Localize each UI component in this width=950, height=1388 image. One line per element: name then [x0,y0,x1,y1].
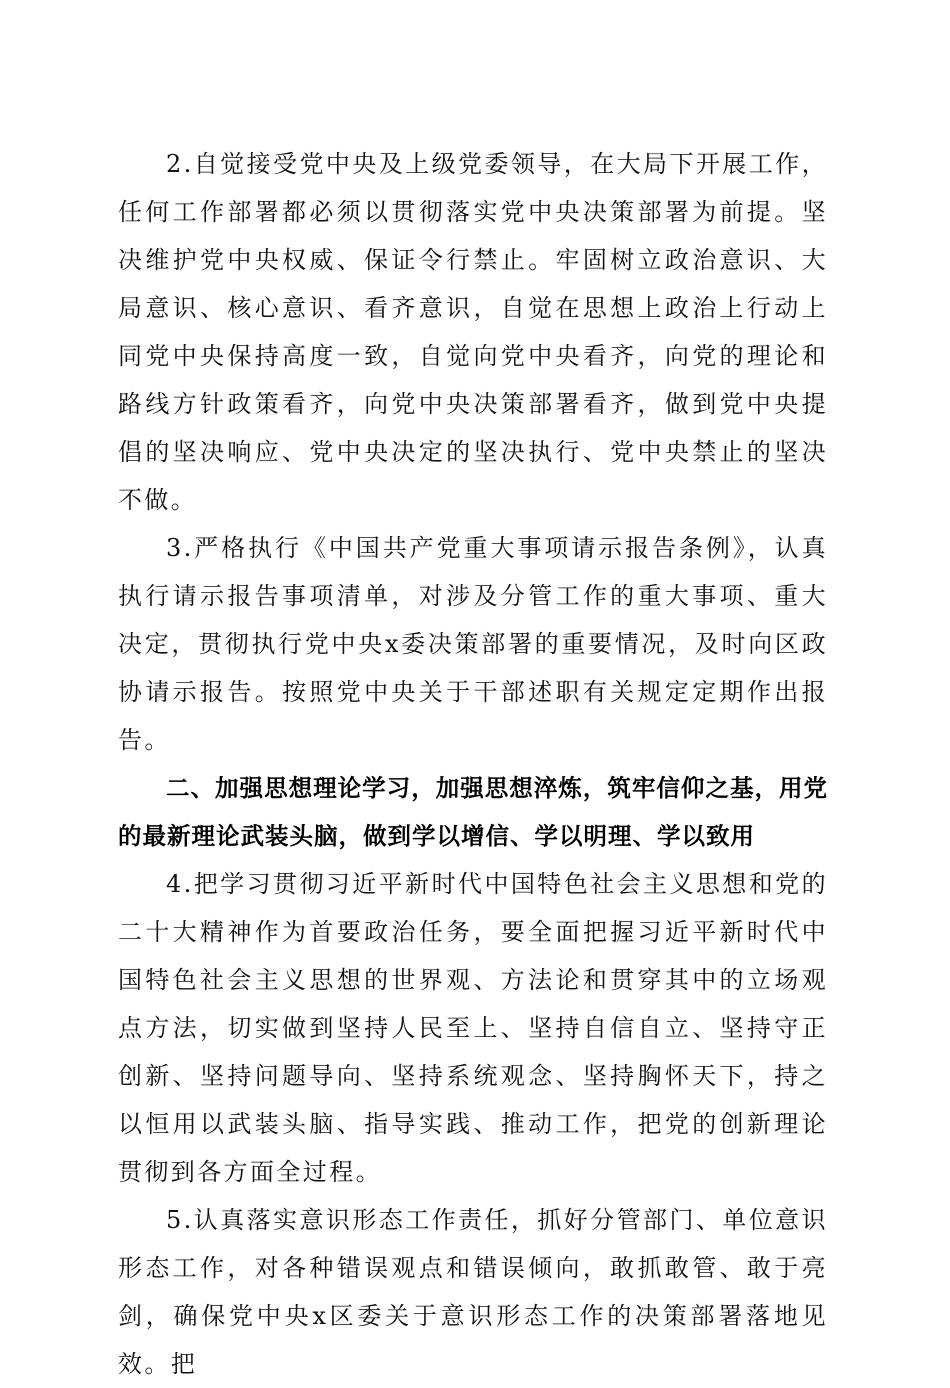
paragraph-item-4: 4.把学习贯彻习近平新时代中国特色社会主义思想和党的二十大精神作为首要政治任务，要全面把握习近平新时代中国特色社会主义思想的世界观、方法论和贯穿其中的立场观点方法，切实做到坚持人民至上、坚持自信自立、坚持守正创新、坚持问题导向、坚持系统观念、坚持胸怀天下，持之以恒用以武装头脑、指导实践、推动工作，把党的创新理论贯彻到各方面全过程。 [118,870,828,1186]
paragraph-item-2: 2.自觉接受党中央及上级党委领导，在大局下开展工作，任何工作部署都必须以贯彻落实党中央决策部署为前提。坚决维护党中央权威、保证令行禁止。牢固树立政治意识、大局意识、核心意识、看齐意识，自觉在思想上政治上行动上同党中央保持高度一致，自觉向党中央看齐，向党的理论和路线方针政策看齐，向党中央决策部署看齐，做到党中央提倡的坚决响应、党中央决定的坚决执行、党中央禁止的坚决不做。 [118,150,828,514]
document-body [118,140,828,1388]
paragraph-item-5: 5.认真落实意识形态工作责任，抓好分管部门、单位意识形态工作，对各种错误观点和错误倾向，敢抓敢管、敢于亮剑，确保党中央x区委关于意识形态工作的决策部署落地见效。把 [118,1206,828,1378]
section-heading-2: 二、加强思想理论学习，加强思想淬炼，筑牢信仰之基，用党的最新理论武装头脑，做到学以增信、学以明理、学以致用 [118,774,828,850]
paragraph-item-3: 3.严格执行《中国共产党重大事项请示报告条例》，认真执行请示报告事项清单，对涉及分管工作的重大事项、重大决定，贯彻执行党中央x委决策部署的重要情况，及时向区政协请示报告。按照党中央关于干部述职有关规定定期作出报告。 [118,534,828,754]
